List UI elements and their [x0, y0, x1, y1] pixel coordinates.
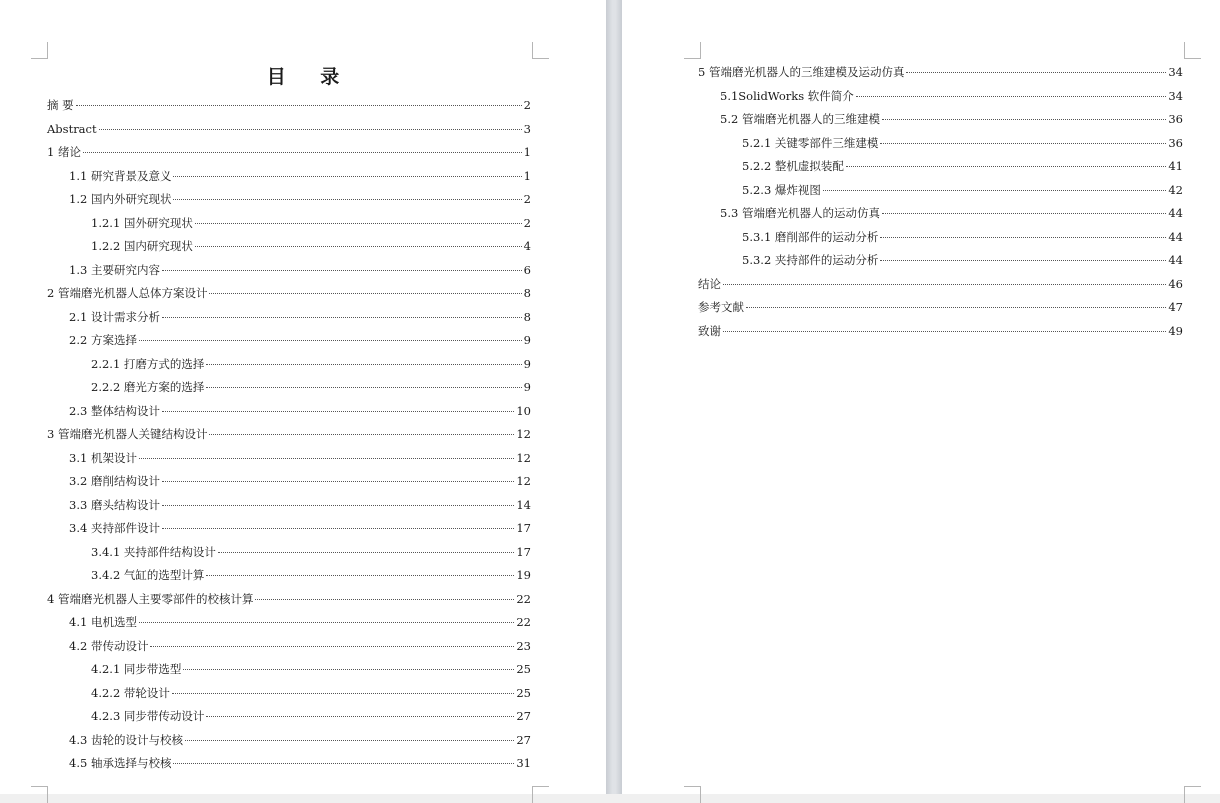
toc-entry[interactable]: [698, 296, 1183, 320]
toc-entry[interactable]: [698, 273, 1183, 297]
toc-entry-page-number: 9: [523, 356, 531, 371]
toc-entry[interactable]: [47, 494, 531, 518]
toc-dot-leader: [206, 387, 521, 388]
toc-entry-label: 4.2.3 同步带传动设计: [91, 709, 205, 723]
toc-entry-label: 4.2 带传动设计: [69, 638, 149, 653]
toc-entry[interactable]: [698, 155, 1183, 179]
toc-dot-leader: [218, 552, 514, 553]
toc-entry-page-number: 1: [523, 168, 531, 183]
toc-entry-page-number: 27: [516, 732, 531, 747]
toc-entry[interactable]: [47, 682, 531, 706]
toc-entry-page-number: 19: [516, 568, 531, 582]
toc-entry-page-number: 10: [516, 403, 531, 418]
toc-dot-leader: [150, 646, 514, 647]
toc-dot-leader: [139, 340, 522, 341]
toc-entry-label: 5.2 管端磨光机器人的三维建模: [720, 112, 880, 126]
toc-entry[interactable]: [47, 235, 531, 259]
toc-entry-page-number: 46: [1168, 276, 1183, 291]
toc-entry-page-number: 25: [516, 662, 531, 676]
toc-entry[interactable]: [698, 132, 1183, 156]
toc-entry-page-number: 34: [1168, 65, 1183, 79]
toc-entry[interactable]: [47, 517, 531, 541]
toc-entry[interactable]: [698, 61, 1183, 85]
toc-list-right: [698, 61, 1183, 343]
toc-entry-label: 1.2.1 国外研究现状: [91, 215, 193, 230]
toc-entry[interactable]: [47, 353, 531, 377]
toc-entry-page-number: 2: [523, 98, 531, 112]
toc-dot-leader: [76, 105, 522, 106]
toc-entry-page-number: 9: [523, 333, 531, 347]
toc-entry-label: 3.4.2 气缸的选型计算: [91, 568, 205, 582]
toc-entry[interactable]: [47, 588, 531, 612]
toc-entry[interactable]: [47, 282, 531, 306]
toc-entry-page-number: 12: [516, 450, 531, 465]
toc-entry-page-number: 6: [523, 262, 531, 277]
toc-title: 目 录: [266, 66, 354, 88]
toc-dot-leader: [255, 599, 514, 600]
toc-entry-page-number: 2: [523, 192, 531, 206]
toc-dot-leader: [162, 411, 514, 412]
toc-entry-page-number: 41: [1168, 159, 1183, 173]
toc-dot-leader: [172, 693, 514, 694]
toc-dot-leader: [880, 260, 1166, 261]
toc-entry[interactable]: [47, 329, 531, 353]
toc-entry[interactable]: [47, 188, 531, 212]
crop-mark-top-left: [31, 42, 48, 59]
toc-entry-label: 5.2.3 爆炸视图: [742, 182, 821, 197]
toc-dot-leader: [206, 575, 514, 576]
toc-entry-label: 4.2.1 同步带选型: [91, 662, 182, 676]
toc-entry[interactable]: [47, 564, 531, 588]
toc-dot-leader: [209, 293, 521, 294]
toc-entry[interactable]: [47, 400, 531, 424]
page-gutter: [606, 0, 622, 794]
toc-entry-label: 3.2 磨削结构设计: [69, 474, 160, 488]
toc-entry-page-number: 2: [523, 215, 531, 230]
toc-entry-label: 结论: [698, 276, 721, 291]
toc-entry-label: 2.2 方案选择: [69, 333, 137, 347]
toc-entry-label: 摘 要: [47, 98, 74, 112]
toc-dot-leader: [856, 96, 1167, 97]
toc-entry-page-number: 44: [1168, 206, 1183, 220]
toc-dot-leader: [746, 307, 1166, 308]
toc-entry[interactable]: [698, 320, 1183, 344]
toc-entry-page-number: 23: [516, 638, 531, 653]
toc-entry[interactable]: [47, 541, 531, 565]
toc-dot-leader: [846, 166, 1166, 167]
crop-mark-bottom-left: [684, 786, 701, 803]
toc-entry[interactable]: [698, 202, 1183, 226]
toc-entry-label: 4.2.2 带轮设计: [91, 685, 170, 700]
toc-entry-page-number: 17: [516, 521, 531, 535]
toc-entry-label: 2.1 设计需求分析: [69, 309, 160, 324]
toc-entry[interactable]: [47, 376, 531, 400]
toc-dot-leader: [162, 481, 514, 482]
crop-mark-top-right: [532, 42, 549, 59]
toc-entry-label: 2.2.1 打磨方式的选择: [91, 356, 205, 371]
toc-dot-leader: [99, 129, 522, 130]
toc-entry-label: 1.3 主要研究内容: [69, 262, 160, 277]
toc-entry[interactable]: [47, 635, 531, 659]
toc-dot-leader: [139, 458, 514, 459]
toc-dot-leader: [723, 331, 1166, 332]
toc-entry[interactable]: [47, 118, 531, 142]
toc-entry-page-number: 22: [516, 591, 531, 606]
toc-entry-page-number: 12: [516, 427, 531, 441]
toc-dot-leader: [162, 270, 522, 271]
toc-entry-label: 5.2.2 整机虚拟装配: [742, 159, 844, 173]
crop-mark-bottom-right: [532, 786, 549, 803]
toc-dot-leader: [906, 72, 1166, 73]
toc-entry-label: 2 管端磨光机器人总体方案设计: [47, 286, 208, 300]
toc-entry-page-number: 44: [1168, 229, 1183, 244]
toc-entry-label: 1.2.2 国内研究现状: [91, 239, 193, 253]
toc-entry-page-number: 8: [523, 286, 531, 300]
toc-entry-label: 5.2.1 关键零部件三维建模: [742, 135, 879, 150]
toc-entry[interactable]: [698, 249, 1183, 273]
toc-entry-label: 1.1 研究背景及意义: [69, 168, 172, 183]
toc-entry[interactable]: [698, 226, 1183, 250]
toc-dot-leader: [723, 284, 1166, 285]
toc-entry-label: 3.4.1 夹持部件结构设计: [91, 544, 216, 559]
toc-entry[interactable]: [47, 141, 531, 165]
toc-entry-page-number: 36: [1168, 112, 1183, 126]
crop-mark-top-right: [1184, 42, 1201, 59]
toc-entry[interactable]: [47, 94, 531, 118]
toc-list-left: [47, 94, 531, 776]
toc-entry-label: 3 管端磨光机器人关键结构设计: [47, 427, 208, 441]
toc-entry-page-number: 8: [523, 309, 531, 324]
toc-entry[interactable]: [47, 423, 531, 447]
toc-entry[interactable]: [698, 108, 1183, 132]
toc-dot-leader: [195, 246, 522, 247]
toc-dot-leader: [173, 199, 521, 200]
toc-entry-label: 5 管端磨光机器人的三维建模及运动仿真: [698, 65, 905, 79]
toc-dot-leader: [185, 740, 514, 741]
toc-entry-label: 4.1 电机选型: [69, 615, 137, 629]
toc-entry[interactable]: [47, 447, 531, 471]
toc-dot-leader: [206, 716, 514, 717]
toc-entry-label: Abstract: [47, 121, 97, 136]
toc-entry[interactable]: [47, 705, 531, 729]
crop-mark-bottom-right: [1184, 786, 1201, 803]
toc-entry-page-number: 34: [1168, 88, 1183, 103]
toc-entry-label: 5.1SolidWorks 软件简介: [720, 88, 854, 103]
toc-dot-leader: [206, 364, 521, 365]
toc-dot-leader: [882, 119, 1166, 120]
toc-dot-leader: [162, 528, 514, 529]
toc-entry-page-number: 25: [516, 685, 531, 700]
toc-dot-leader: [139, 622, 514, 623]
toc-entry[interactable]: [47, 165, 531, 189]
toc-dot-leader: [162, 505, 514, 506]
toc-entry-label: 参考文献: [698, 300, 744, 314]
toc-dot-leader: [880, 143, 1166, 144]
toc-entry-label: 5.3.1 磨削部件的运动分析: [742, 229, 879, 244]
toc-dot-leader: [173, 176, 521, 177]
toc-dot-leader: [882, 213, 1166, 214]
toc-entry[interactable]: [47, 306, 531, 330]
toc-entry-page-number: 14: [516, 497, 531, 512]
toc-dot-leader: [195, 223, 522, 224]
toc-entry-page-number: 31: [516, 756, 531, 770]
toc-entry-label: 2.2.2 磨光方案的选择: [91, 380, 205, 394]
toc-entry-page-number: 47: [1168, 300, 1183, 314]
toc-entry-label: 4.5 轴承选择与校核: [69, 756, 172, 770]
toc-entry-page-number: 42: [1168, 182, 1183, 197]
crop-mark-top-left: [684, 42, 701, 59]
toc-entry-label: 1.2 国内外研究现状: [69, 192, 172, 206]
toc-entry-label: 2.3 整体结构设计: [69, 403, 160, 418]
toc-entry[interactable]: [47, 470, 531, 494]
toc-entry-label: 3.4 夹持部件设计: [69, 521, 160, 535]
toc-dot-leader: [183, 669, 514, 670]
toc-entry[interactable]: [698, 179, 1183, 203]
toc-entry-label: 1 绪论: [47, 145, 81, 159]
toc-entry-label: 5.3 管端磨光机器人的运动仿真: [720, 206, 880, 220]
toc-dot-leader: [162, 317, 522, 318]
toc-entry-label: 致谢: [698, 323, 721, 338]
toc-entry-page-number: 3: [523, 121, 531, 136]
toc-entry[interactable]: [47, 259, 531, 283]
toc-dot-leader: [173, 763, 514, 764]
toc-entry-label: 5.3.2 夹持部件的运动分析: [742, 253, 879, 267]
toc-entry[interactable]: [47, 611, 531, 635]
crop-mark-bottom-left: [31, 786, 48, 803]
toc-dot-leader: [83, 152, 522, 153]
toc-entry[interactable]: [47, 729, 531, 753]
toc-entry-page-number: 27: [516, 709, 531, 723]
toc-entry-label: 4.3 齿轮的设计与校核: [69, 732, 183, 747]
toc-entry-label: 4 管端磨光机器人主要零部件的校核计算: [47, 591, 254, 606]
toc-entry[interactable]: [47, 658, 531, 682]
toc-entry-page-number: 12: [516, 474, 531, 488]
toc-dot-leader: [209, 434, 514, 435]
toc-entry-page-number: 49: [1168, 323, 1183, 338]
toc-dot-leader: [823, 190, 1166, 191]
toc-entry-page-number: 17: [516, 544, 531, 559]
toc-entry-page-number: 1: [523, 145, 531, 159]
toc-entry-page-number: 44: [1168, 253, 1183, 267]
toc-entry[interactable]: [47, 752, 531, 776]
toc-entry[interactable]: [47, 212, 531, 236]
toc-entry-page-number: 22: [516, 615, 531, 629]
toc-entry-page-number: 9: [523, 380, 531, 394]
toc-entry-page-number: 36: [1168, 135, 1183, 150]
toc-entry-label: 3.3 磨头结构设计: [69, 497, 160, 512]
toc-entry-page-number: 4: [523, 239, 531, 253]
toc-entry-label: 3.1 机架设计: [69, 450, 137, 465]
toc-dot-leader: [880, 237, 1166, 238]
toc-entry[interactable]: [698, 85, 1183, 109]
